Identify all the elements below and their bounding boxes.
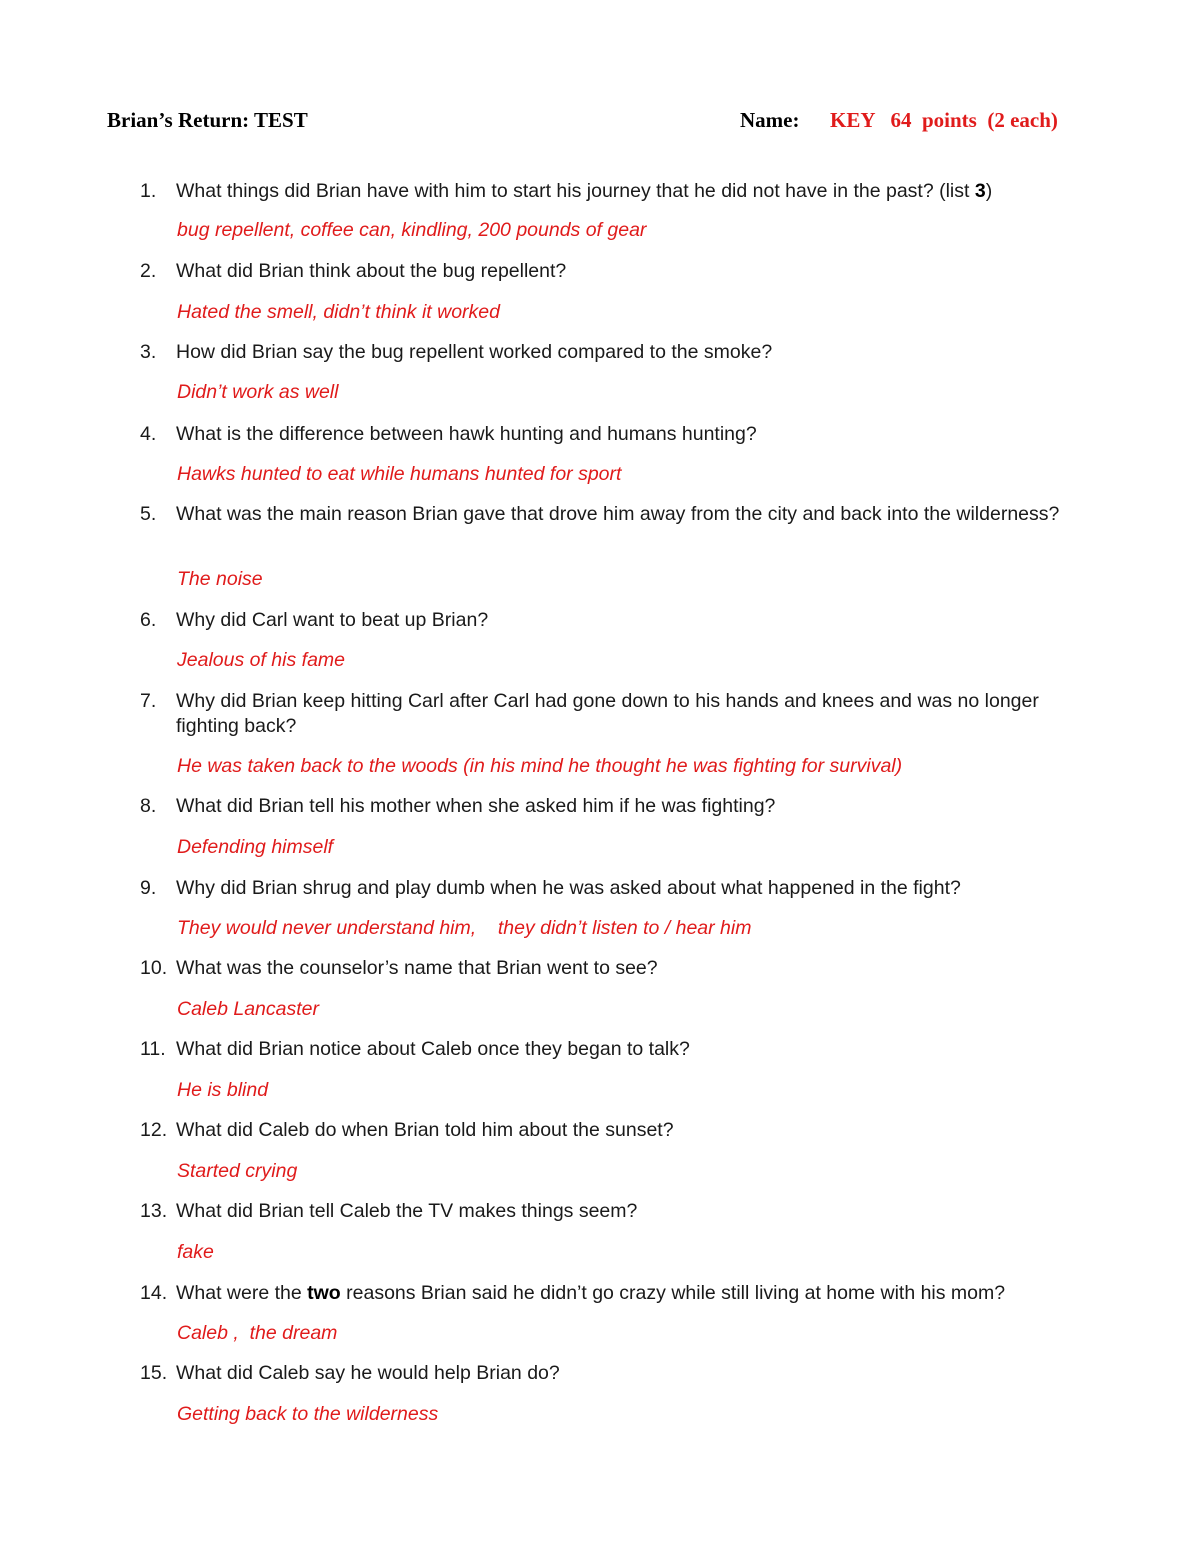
answer-9: They would never understand him, they didn’t listen to / hear him xyxy=(177,917,752,939)
answer-14: Caleb , the dream xyxy=(177,1322,338,1344)
test-header xyxy=(107,108,1090,138)
question-number: 7. xyxy=(140,690,157,712)
question-text: What did Caleb do when Brian told him about the sunset? xyxy=(176,1119,674,1141)
answer-4: Hawks hunted to eat while humans hunted for sport xyxy=(177,463,622,485)
answer-10: Caleb Lancaster xyxy=(177,998,320,1020)
question-number: 14. xyxy=(140,1282,168,1304)
question-text: What was the counselor’s name that Brian went to see? xyxy=(176,957,658,979)
question-text: What did Brian tell Caleb the TV makes things seem? xyxy=(176,1200,638,1222)
question-number: 15. xyxy=(140,1362,168,1384)
answer-5: The noise xyxy=(177,568,263,590)
question-number: 10. xyxy=(140,957,168,979)
question-number: 13. xyxy=(140,1200,168,1222)
name-label: Name: xyxy=(740,108,800,132)
question-number: 6. xyxy=(140,609,157,631)
question-number: 5. xyxy=(140,503,157,525)
question-text: What did Brian notice about Caleb once they began to talk? xyxy=(176,1038,690,1060)
test-title: Brian’s Return: TEST xyxy=(107,108,308,132)
question-text: What were the two reasons Brian said he didn’t go crazy while still living at home with his mom? xyxy=(176,1282,1006,1304)
answer-2: Hated the smell, didn’t think it worked xyxy=(177,301,500,323)
answer-11: He is blind xyxy=(177,1079,269,1101)
question-number: 9. xyxy=(140,877,157,899)
answer-key-points: KEY 64 points (2 each) xyxy=(830,108,1058,132)
question-text: What did Brian think about the bug repellent? xyxy=(176,260,567,282)
answer-6: Jealous of his fame xyxy=(177,649,346,671)
question-text: What is the difference between hawk hunting and humans hunting? xyxy=(176,423,757,445)
question-text: Why did Brian keep hitting Carl after Carl had gone down to his hands and knees and was no longer fighting back? xyxy=(176,690,1039,737)
question-text: What was the main reason Brian gave that drove him away from the city and back into the wilderness? xyxy=(176,503,1060,525)
answer-13: fake xyxy=(177,1241,214,1263)
question-text: How did Brian say the bug repellent worked compared to the smoke? xyxy=(176,341,773,363)
question-number: 4. xyxy=(140,423,157,445)
question-number: 8. xyxy=(140,795,157,817)
question-number: 3. xyxy=(140,341,157,363)
question-text: Why did Brian shrug and play dumb when he was asked about what happened in the fight? xyxy=(176,877,961,899)
question-number: 2. xyxy=(140,260,157,282)
question-text: Why did Carl want to beat up Brian? xyxy=(176,609,489,631)
question-text: What did Caleb say he would help Brian do? xyxy=(176,1362,560,1384)
answer-3: Didn’t work as well xyxy=(177,381,339,403)
question-number: 11. xyxy=(140,1038,166,1060)
question-text: What things did Brian have with him to start his journey that he did not have in the past? (list 3) xyxy=(176,180,993,202)
answer-15: Getting back to the wilderness xyxy=(177,1403,439,1425)
question-text: What did Brian tell his mother when she asked him if he was fighting? xyxy=(176,795,776,817)
question-number: 1. xyxy=(140,180,157,202)
answer-7: He was taken back to the woods (in his mind he thought he was fighting for survival) xyxy=(177,755,903,777)
question-number: 12. xyxy=(140,1119,168,1141)
answer-12: Started crying xyxy=(177,1160,298,1182)
answer-8: Defending himself xyxy=(177,836,334,858)
answer-1: bug repellent, coffee can, kindling, 200 pounds of gear xyxy=(177,219,647,241)
